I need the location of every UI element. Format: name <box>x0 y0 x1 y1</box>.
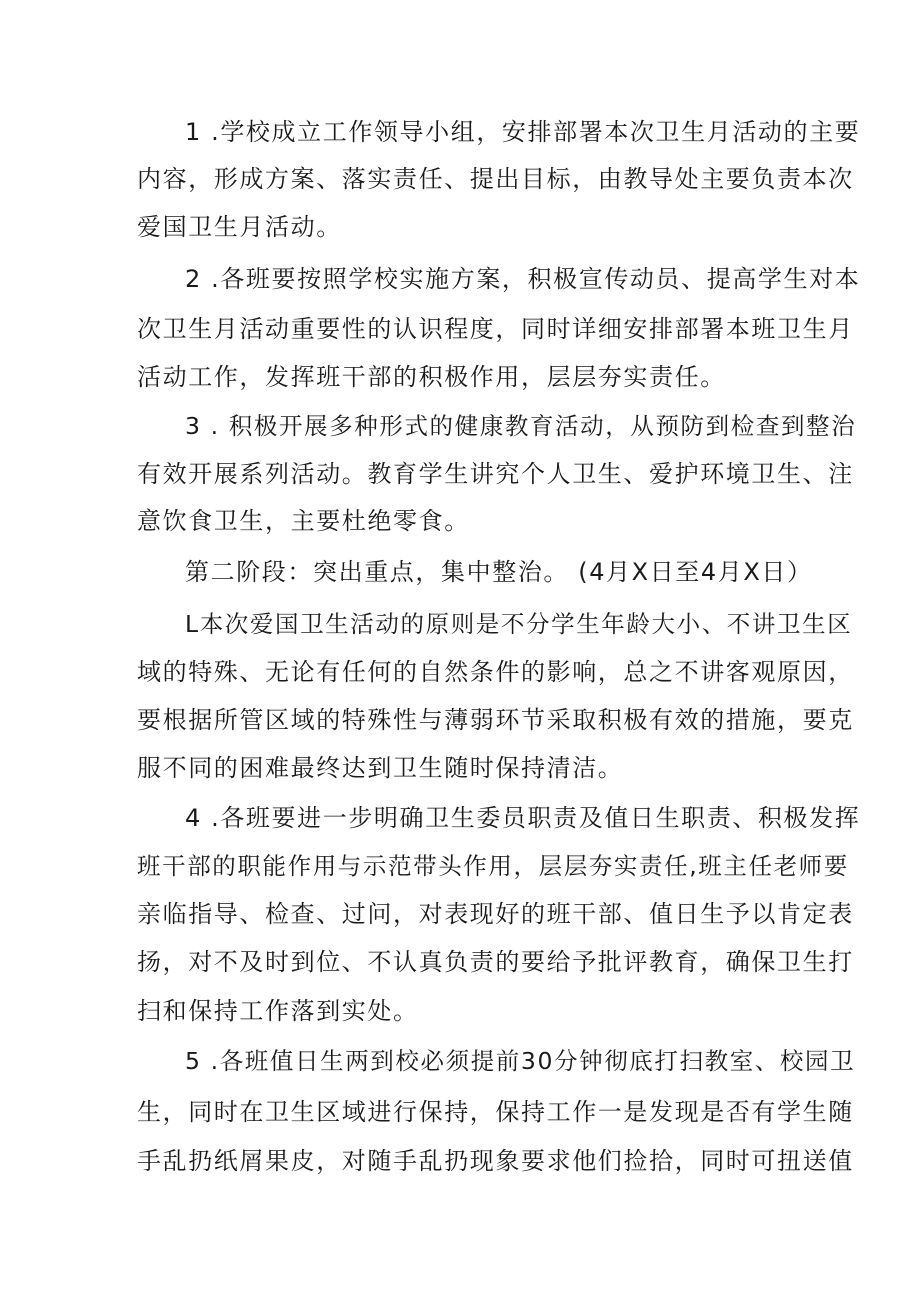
text-line: L本次爱国卫生活动的原则是不分学生年龄大小、不讲卫生区 <box>185 610 853 638</box>
text-line: 3 . 积极开展多种形式的健康教育活动，从预防到检查到整治 <box>185 412 857 440</box>
text-line: 2 .各班要按照学校实施方案，积极宣传动员、提高学生对本 <box>185 265 861 293</box>
stage-heading: 第二阶段：突出重点，集中整治。 (4月X日至4月X日） <box>185 558 813 586</box>
text-line: 要根据所管区域的特殊性与薄弱环节采取积极有效的措施，要克 <box>137 706 854 734</box>
text-line: 活动工作，发挥班干部的积极作用，层层夯实责任。 <box>137 363 726 391</box>
text-line: 次卫生月活动重要性的认识程度，同时详细安排部署本班卫生月 <box>137 315 854 343</box>
text-line: 服不同的困难最终达到卫生随时保持清洁。 <box>137 754 624 782</box>
text-line: 有效开展系列活动。教育学生讲究个人卫生、爱护环境卫生、注 <box>137 460 854 488</box>
text-line: 扬，对不及时到位、不认真负责的要给予批评教育，确保卫生打 <box>137 948 854 976</box>
text-line: 爱国卫生月活动。 <box>137 213 342 241</box>
text-line: 内容，形成方案、落实责任、提出目标，由教导处主要负责本次 <box>137 165 854 193</box>
text-line: 生，同时在卫生区域进行保持，保持工作一是发现是否有学生随 <box>137 1098 854 1126</box>
text-line: 手乱扔纸屑果皮，对随手乱扔现象要求他们捡拾，同时可扭送值 <box>137 1147 854 1175</box>
text-line: 4 .各班要进一步明确卫生委员职责及值日生职责、积极发挥 <box>185 804 861 832</box>
text-line: 扫和保持工作落到实处。 <box>137 997 419 1025</box>
text-line: 班干部的职能作用与示范带头作用，层层夯实责任,班主任老师要 <box>137 852 849 880</box>
text-line: 1 .学校成立工作领导小组，安排部署本次卫生月活动的主要 <box>185 118 861 146</box>
text-line: 域的特殊、无论有任何的自然条件的影响，总之不讲客观原因， <box>137 658 854 686</box>
text-line: 5 .各班值日生两到校必须提前30分钟彻底打扫教室、校园卫 <box>185 1047 856 1075</box>
text-line: 亲临指导、检查、过问，对表现好的班干部、值日生予以肯定表 <box>137 900 854 928</box>
text-line: 意饮食卫生，主要杜绝零食。 <box>137 507 470 535</box>
